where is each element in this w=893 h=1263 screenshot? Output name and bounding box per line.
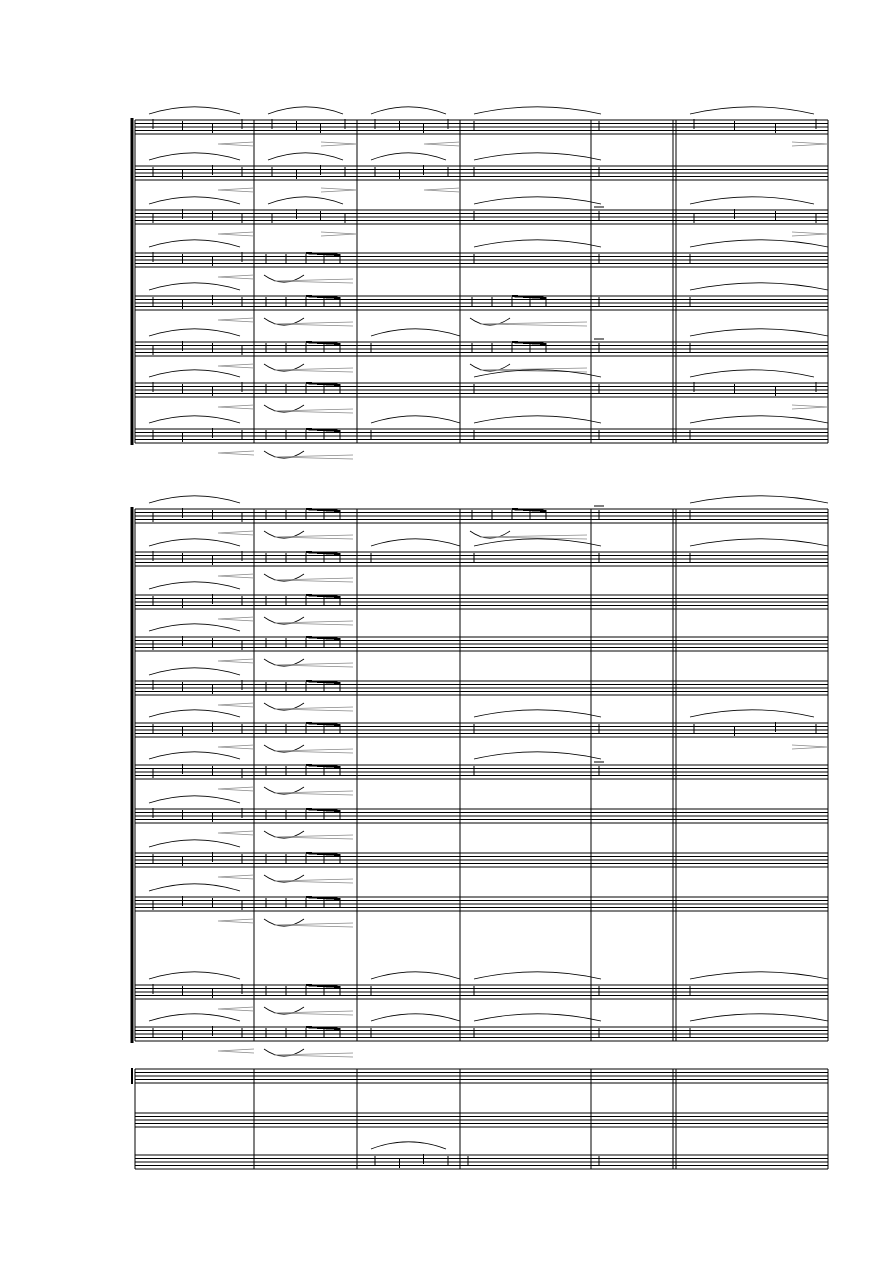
slur [371, 107, 446, 114]
barlines [135, 120, 828, 1169]
crescendo-hairpin [218, 831, 254, 835]
crescendo-hairpin [218, 875, 254, 879]
barlines-group-1 [135, 120, 828, 443]
crescendo-hairpin [218, 188, 254, 192]
slur [690, 1014, 828, 1021]
slur [371, 416, 460, 423]
slur [474, 416, 601, 423]
slur [149, 1014, 240, 1021]
slur [149, 107, 240, 114]
slur [149, 624, 240, 631]
staff-20 [135, 1027, 828, 1041]
slur [149, 884, 240, 891]
staff-15 [135, 765, 828, 779]
crescendo-hairpin [218, 275, 254, 279]
crescendo-hairpin [218, 659, 254, 663]
crescendo-hairpin [218, 703, 254, 707]
staff-12 [135, 637, 828, 651]
slur [371, 539, 460, 546]
crescendo-hairpin [218, 451, 254, 455]
slur [690, 197, 814, 204]
slur [268, 153, 343, 160]
slur [149, 582, 240, 589]
crescendo-hairpin [218, 364, 254, 368]
barlines-group-3 [135, 1069, 828, 1169]
slur [474, 1014, 601, 1021]
slur [149, 283, 240, 290]
staff-13 [135, 681, 828, 695]
slur [149, 370, 240, 377]
slur [371, 1014, 460, 1021]
crescendo-hairpin [218, 318, 254, 322]
music-notation [149, 107, 828, 1168]
diminuendo-hairpin [792, 232, 828, 236]
diminuendo-hairpin [792, 142, 828, 146]
staff-14 [135, 723, 828, 737]
crescendo-hairpin [218, 1007, 254, 1011]
crescendo-hairpin [480, 322, 587, 326]
slur [149, 972, 240, 979]
crescendo-hairpin [218, 1049, 254, 1053]
staff-7 [135, 383, 828, 397]
staff-23 [135, 1155, 828, 1169]
slur [149, 796, 240, 803]
slur [690, 496, 828, 503]
staff-3 [135, 210, 828, 224]
diminuendo-hairpin [792, 745, 828, 749]
slur [268, 107, 343, 114]
slur [474, 107, 601, 114]
slur [690, 539, 828, 546]
slur [371, 1142, 446, 1149]
diminuendo-hairpin [321, 142, 357, 146]
slur [371, 972, 460, 979]
slur [149, 416, 240, 423]
slur [474, 539, 601, 546]
diminuendo-hairpin [321, 188, 357, 192]
slur [149, 668, 240, 675]
staff-11 [135, 595, 828, 609]
slur [371, 153, 446, 160]
slur [690, 370, 814, 377]
slur [149, 197, 240, 204]
slur [474, 972, 601, 979]
staff-1 [135, 120, 828, 134]
slur [149, 539, 240, 546]
slur [690, 329, 828, 336]
staff-18 [135, 897, 828, 911]
staff-4 [135, 253, 828, 267]
staff-22 [135, 1113, 828, 1127]
crescendo-hairpin [218, 574, 254, 578]
crescendo-hairpin [424, 142, 460, 146]
crescendo-hairpin [218, 142, 254, 146]
slur [474, 240, 601, 247]
staff-16 [135, 809, 828, 823]
slur [474, 197, 601, 204]
crescendo-hairpin [218, 531, 254, 535]
slur [371, 329, 460, 336]
crescendo-hairpin [218, 405, 254, 409]
slur [690, 107, 814, 114]
crescendo-hairpin [424, 188, 460, 192]
slur [149, 153, 240, 160]
slur [474, 710, 601, 717]
crescendo-hairpin [218, 232, 254, 236]
slur [149, 329, 240, 336]
crescendo-hairpin [218, 745, 254, 749]
slur [690, 283, 828, 290]
staff-9 [135, 509, 828, 523]
slur [149, 240, 240, 247]
crescendo-hairpin [218, 617, 254, 621]
staff-8 [135, 429, 828, 443]
staff-17 [135, 853, 828, 867]
slur [474, 752, 601, 759]
diminuendo-hairpin [321, 232, 357, 236]
crescendo-hairpin [218, 787, 254, 791]
slur [690, 972, 828, 979]
crescendo-hairpin [218, 919, 254, 923]
staff-5 [135, 296, 828, 310]
slur [690, 710, 814, 717]
staff-systems [135, 120, 828, 1169]
slur [149, 496, 240, 503]
staff-10 [135, 552, 828, 566]
crescendo-hairpin [480, 535, 587, 539]
slur [268, 197, 343, 204]
staff-2 [135, 166, 828, 180]
staff-6 [135, 342, 828, 356]
staff-21 [135, 1069, 828, 1083]
slur [690, 416, 828, 423]
staff-19 [135, 985, 828, 999]
slur [149, 752, 240, 759]
slur [149, 840, 240, 847]
diminuendo-hairpin [792, 405, 828, 409]
slur [149, 710, 240, 717]
slur [690, 240, 828, 247]
slur [474, 153, 601, 160]
